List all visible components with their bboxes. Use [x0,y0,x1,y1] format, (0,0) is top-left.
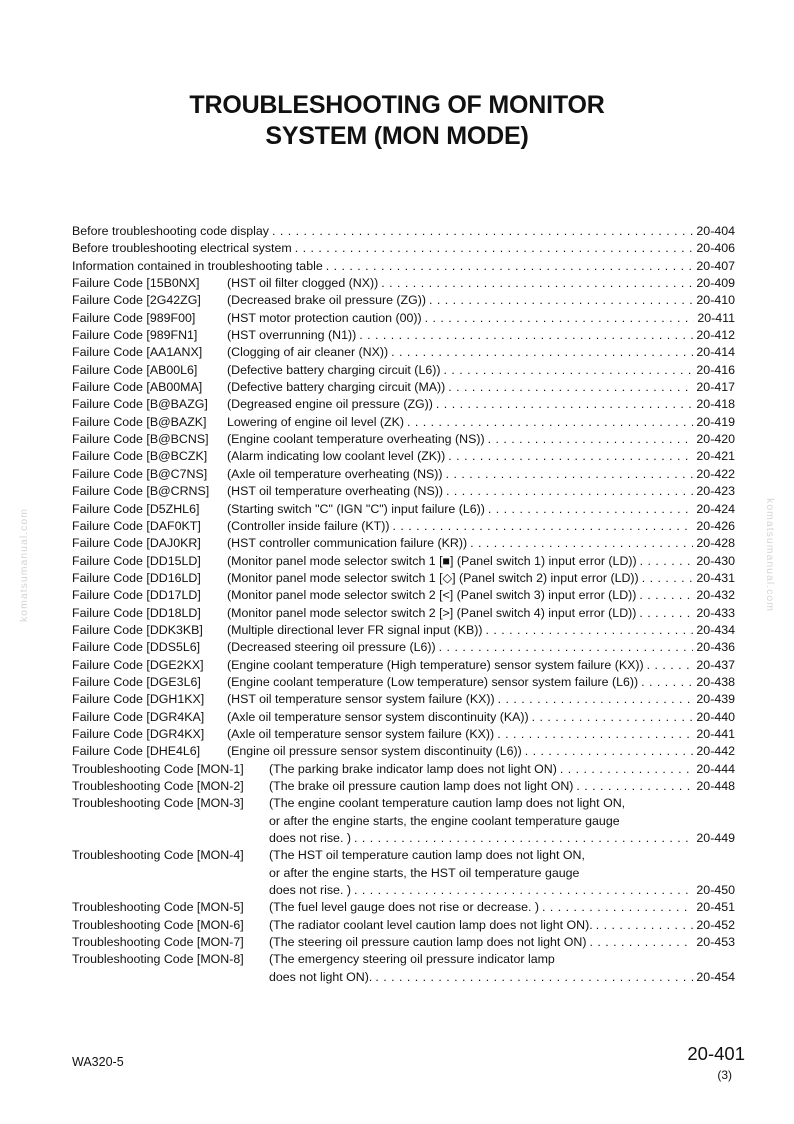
toc-entry-failure-code [72,344,735,361]
toc-entry-page: 20-438 [696,674,735,689]
failure-code: Failure Code [DGE2KX] [72,657,204,672]
toc-entry-description: (HST motor protection caution (00)) [227,310,422,325]
failure-code: Failure Code [2G42ZG] [72,293,201,308]
toc-entry-page: 20-436 [696,640,735,655]
troubleshooting-code: Troubleshooting Code [MON-4] [72,848,244,863]
toc-entry-description-group [227,362,735,379]
toc-entry-failure-code [72,396,735,413]
dot-leader [354,830,693,847]
failure-code: Failure Code [DD17LD] [72,588,201,603]
toc-entry-failure-code [72,622,735,639]
dot-leader [590,934,694,951]
toc-entry-page: 20-417 [696,380,735,395]
toc-entry-description-group [227,310,735,327]
toc-entry-page: 20-449 [696,831,735,846]
toc-entry-description-group [227,535,735,552]
toc-entry-description-group [227,379,735,396]
toc-entry-failure-code [72,483,735,500]
toc-entry-description-group [269,778,735,795]
failure-code: Failure Code [DHE4L6] [72,744,201,759]
failure-code: Failure Code [989FN1] [72,328,198,343]
toc-entry-description: (Monitor panel mode selector switch 2 [<] (Panel switch 3) input error (LD)) [227,588,637,603]
toc-entry-failure-code [72,292,735,309]
toc-entry-description: (Decreased steering oil pressure (L6)) [227,640,436,655]
failure-code: Failure Code [AA1ANX] [72,345,203,360]
toc-entry-troubleshooting-code [72,778,735,795]
toc-entry-description: (Engine coolant temperature overheating (NS)) [227,432,485,447]
failure-code: Failure Code [B@CRNS] [72,484,210,499]
toc-entry-description: (Engine oil pressure sensor system discontinuity (L6)) [227,744,522,759]
dot-leader [354,882,693,899]
toc-entry-failure-code [72,709,735,726]
toc-entry-failure-code [72,743,735,760]
toc-entry-page: 20-421 [696,449,735,464]
toc-entry-description-group [227,396,735,413]
toc-entry-page: 20-433 [696,605,735,620]
toc-entry-description: (The emergency steering oil pressure indicator lamp [269,952,555,967]
dot-leader [640,553,694,570]
toc-entry-failure-code [72,466,735,483]
toc-entry-description: (Defective battery charging circuit (L6)) [227,362,441,377]
toc-entry-failure-code [72,587,735,604]
toc-entry-description-group [227,344,735,361]
toc-entry-description-group [227,691,735,708]
toc-entry-description-group [269,847,735,864]
toc-entry-description-group [269,951,735,968]
toc-entry-description: (The fuel level gauge does not rise or decrease. ) [269,900,539,915]
failure-code: Failure Code [DD16LD] [72,570,201,585]
toc-entry-failure-code [72,310,735,327]
troubleshooting-code: Troubleshooting Code [MON-1] [72,761,244,776]
toc-entry-description: or after the engine starts, the HST oil temperature gauge [269,865,580,880]
failure-code: Failure Code [DGR4KX] [72,726,205,741]
failure-code: Failure Code [DAJ0KR] [72,536,201,551]
toc-entry-description-group [269,882,735,899]
toc-entry-description-group [269,969,735,986]
toc-entry-page: 20-453 [696,935,735,950]
toc-entry-troubleshooting-code [72,761,735,778]
toc-entry-description-group [227,726,735,743]
dot-leader [596,917,694,934]
toc-entry-troubleshooting-code [72,969,735,986]
dot-leader [446,483,693,500]
toc-entry-description-group [227,605,735,622]
troubleshooting-code: Troubleshooting Code [MON-3] [72,796,244,811]
failure-code: Failure Code [DD15LD] [72,553,201,568]
toc-entry-description-group [227,292,735,309]
toc-entry-troubleshooting-code [72,917,735,934]
toc-entry-description-group [227,431,735,448]
failure-code: Failure Code [DDS5L6] [72,640,201,655]
dot-leader [429,292,693,309]
dot-leader [381,275,693,292]
troubleshooting-code: Troubleshooting Code [MON-6] [72,917,244,932]
dot-leader [272,223,693,240]
toc-entry-description: does not light ON). [269,969,373,984]
dot-leader [326,258,694,275]
toc-entry-page: 20-448 [696,779,735,793]
toc-entry-description-group [227,327,735,344]
dot-leader [446,466,694,483]
dot-leader [488,501,694,518]
toc-entry-failure-code [72,379,735,396]
toc-entry-description: (Multiple directional lever FR signal input (KB)) [227,622,483,637]
failure-code: Failure Code [989F00] [72,310,196,325]
failure-code: Failure Code [DDK3KB] [72,622,203,637]
toc-entry-description-group [227,483,735,500]
dot-leader [560,761,694,778]
dot-leader [448,448,693,465]
toc-entry-label: Before troubleshooting electrical system [72,241,292,256]
failure-code: Failure Code [D5ZHL6] [72,501,200,516]
toc-entry-description-group [227,743,735,760]
model-number: WA320-5 [72,1055,124,1069]
dot-leader [443,362,693,379]
toc-entry-page: 20-406 [696,241,735,256]
dot-leader [407,414,693,431]
toc-entry-failure-code [72,639,735,656]
table-of-contents [72,223,735,986]
toc-entry-failure-code [72,691,735,708]
toc-entry-page: 20-404 [696,224,735,238]
toc-entry-description: (The engine coolant temperature caution lamp does not light ON, [269,796,626,811]
toc-entry-description-group [269,899,735,916]
troubleshooting-code: Troubleshooting Code [MON-8] [72,952,244,967]
failure-code: Failure Code [AB00MA] [72,380,203,395]
toc-entry-description: (Controller inside failure (KT)) [227,518,390,533]
dot-leader [642,570,694,587]
revision-number: (3) [717,1068,732,1082]
toc-entry-description: (Alarm indicating low coolant level (ZK)) [227,449,446,464]
toc-entry-page: 20-434 [696,622,735,637]
toc-entry-description: (HST oil temperature sensor system failure (KX)) [227,692,495,707]
toc-entry-description: (The parking brake indicator lamp does not light ON) [269,761,557,776]
toc-entry-description: does not rise. ) [269,831,351,846]
toc-entry-description-group [227,709,735,726]
toc-entry-description-group [72,240,735,257]
failure-code: Failure Code [B@BAZK] [72,414,207,429]
toc-entry-failure-code [72,605,735,622]
toc-entry-description: does not rise. ) [269,883,351,898]
toc-entry-page: 20-431 [696,570,735,585]
failure-code: Failure Code [B@BAZG] [72,397,208,412]
toc-entry-failure-code [72,518,735,535]
dot-leader [485,622,693,639]
dot-leader [448,379,693,396]
toc-entry-page: 20-428 [696,536,735,551]
toc-entry-description-group [227,501,735,518]
dot-leader [488,431,694,448]
failure-code: Failure Code [DD18LD] [72,605,201,620]
failure-code: Failure Code [DAF0KT] [72,518,201,533]
toc-entry-page: 20-422 [696,466,735,481]
toc-entry-description-group [227,553,735,570]
toc-entry-description: (Clogging of air cleaner (NX)) [227,345,389,360]
toc-entry-description-group [227,275,735,292]
indent-spacer [72,882,269,899]
toc-entry-page: 20-416 [696,362,735,377]
toc-entry-description: (The radiator coolant level caution lamp does not light ON). [269,917,593,932]
dot-leader [639,605,693,622]
dot-leader [525,743,694,760]
toc-entry-troubleshooting-code [72,795,735,812]
toc-entry-description: (HST controller communication failure (KR)) [227,536,468,551]
toc-entry-failure-code [72,414,735,431]
toc-entry-description: (Monitor panel mode selector switch 1 [◇] (Panel switch 2) input error (LD)) [227,570,639,585]
toc-entry-page: 20-454 [696,969,735,984]
toc-entry-failure-code [72,501,735,518]
dot-leader [497,726,693,743]
toc-entry-description: (Monitor panel mode selector switch 1 [■] (Panel switch 1) input error (LD)) [227,553,637,568]
toc-entry-description: (Monitor panel mode selector switch 2 [>] (Panel switch 4) input error (LD)) [227,605,637,620]
failure-code: Failure Code [B@BCNS] [72,432,209,447]
toc-entry-description: (HST overrunning (N1)) [227,328,357,343]
toc-entry-description-group [227,570,735,587]
toc-entry-failure-code [72,275,735,292]
toc-entry-description: (The brake oil pressure caution lamp does not light ON) [269,779,574,793]
toc-entry-description-group [269,934,735,951]
toc-entry-page: 20-411 [697,310,735,325]
dot-leader [542,899,693,916]
page-title [0,90,794,152]
toc-entry-description-group [269,795,735,812]
toc-entry-failure-code [72,327,735,344]
toc-entry-description: or after the engine starts, the engine coolant temperature gauge [269,813,620,828]
dot-leader [375,969,693,986]
toc-entry-description: (HST oil filter clogged (NX)) [227,276,379,291]
toc-entry-page: 20-424 [696,501,735,516]
toc-entry-troubleshooting-code [72,847,735,864]
troubleshooting-code: Troubleshooting Code [MON-5] [72,900,244,915]
dot-leader [470,535,693,552]
dot-leader [576,778,693,795]
indent-spacer [72,969,269,986]
toc-entry-failure-code [72,431,735,448]
toc-entry-description-group [72,223,735,240]
dot-leader [425,310,695,327]
toc-entry-description-group [227,414,735,431]
dot-leader [532,709,694,726]
toc-entry [72,223,735,240]
toc-entry-page: 20-423 [696,484,735,499]
toc-entry-description: (Axle oil temperature overheating (NS)) [227,466,443,481]
toc-entry-page: 20-409 [696,276,735,291]
toc-entry-failure-code [72,448,735,465]
dot-leader [439,639,694,656]
toc-entry-description-group [227,674,735,691]
toc-entry-label: Information contained in troubleshooting table [72,258,323,273]
failure-code: Failure Code [DGH1KX] [72,692,205,707]
toc-entry-page: 20-410 [696,293,735,308]
toc-entry-description: (Axle oil temperature sensor system failure (KX)) [227,726,495,741]
toc-entry-description: (Engine coolant temperature (Low temperature) sensor system failure (L6)) [227,674,639,689]
toc-entry-description-group [269,865,735,882]
troubleshooting-code: Troubleshooting Code [MON-7] [72,935,244,950]
toc-entry-failure-code [72,674,735,691]
toc-entry-troubleshooting-code [72,865,735,882]
toc-entry-label: Before troubleshooting code display [72,224,270,238]
dot-leader [436,396,693,413]
toc-entry-description-group [227,657,735,674]
toc-entry-failure-code [72,570,735,587]
toc-entry-troubleshooting-code [72,813,735,830]
toc-entry-description: (HST oil temperature overheating (NS)) [227,484,444,499]
watermark-left: komatsumanual.com [18,508,30,622]
toc-entry-page: 20-412 [696,328,735,343]
toc-entry-page: 20-451 [696,900,735,915]
indent-spacer [72,813,269,830]
toc-entry-page: 20-439 [696,692,735,707]
toc-entry-page: 20-437 [696,657,735,672]
toc-entry-description-group [227,587,735,604]
troubleshooting-code: Troubleshooting Code [MON-2] [72,779,244,793]
dot-leader [498,691,694,708]
dot-leader [391,344,693,361]
dot-leader [639,587,693,604]
toc-entry-description-group [227,448,735,465]
toc-entry-description: (Engine coolant temperature (High temperature) sensor system failure (KX)) [227,657,644,672]
toc-entry-failure-code [72,362,735,379]
toc-entry-page: 20-444 [696,761,735,776]
page-title-line-1: TROUBLESHOOTING OF MONITOR [189,91,605,119]
failure-code: Failure Code [AB00L6] [72,362,198,377]
failure-code: Failure Code [DGR4KA] [72,709,205,724]
toc-entry-troubleshooting-code [72,830,735,847]
toc-entry-page: 20-420 [696,432,735,447]
toc-entry-description: (Degreased engine oil pressure (ZG)) [227,397,433,412]
toc-entry-description: (The steering oil pressure caution lamp does not light ON) [269,935,587,950]
toc-entry [72,258,735,275]
toc-entry-troubleshooting-code [72,951,735,968]
toc-entry-page: 20-442 [696,744,735,759]
toc-entry-description-group [72,258,735,275]
toc-entry-page: 20-418 [696,397,735,412]
toc-entry-description: (Starting switch "C" (IGN "C") input failure (L6)) [227,501,485,516]
failure-code: Failure Code [B@C7NS] [72,466,208,481]
toc-entry-description: (Decreased brake oil pressure (ZG)) [227,293,427,308]
indent-spacer [72,865,269,882]
dot-leader [359,327,693,344]
dot-leader [295,240,694,257]
toc-entry-description-group [227,466,735,483]
toc-entry-failure-code [72,553,735,570]
toc-entry-failure-code [72,535,735,552]
toc-entry-troubleshooting-code [72,899,735,916]
toc-entry-description: (Axle oil temperature sensor system discontinuity (KA)) [227,709,529,724]
failure-code: Failure Code [15B0NX] [72,276,200,291]
toc-entry-description: (The HST oil temperature caution lamp does not light ON, [269,848,585,863]
toc-entry-description-group [227,622,735,639]
page-title-line-2: SYSTEM (MON MODE) [265,122,529,150]
toc-entry-page: 20-414 [696,345,735,360]
watermark-right: komatsumanual.com [764,498,776,612]
page-number: 20-401 [687,1043,745,1064]
toc-entry-page: 20-430 [696,553,735,568]
toc-entry-page: 20-440 [696,709,735,724]
toc-entry-page: 20-407 [696,258,735,273]
toc-entry-description-group [227,639,735,656]
toc-entry-failure-code [72,726,735,743]
toc-entry [72,240,735,257]
toc-entry-page: 20-441 [696,726,735,741]
toc-entry-troubleshooting-code [72,882,735,899]
toc-entry-description: Lowering of engine oil level (ZK) [227,414,405,429]
toc-entry-page: 20-452 [696,917,735,932]
toc-entry-description: (Defective battery charging circuit (MA)) [227,380,446,395]
toc-entry-page: 20-450 [696,883,735,898]
toc-entry-description-group [269,917,735,934]
dot-leader [647,657,694,674]
toc-entry-page: 20-419 [696,414,735,429]
indent-spacer [72,830,269,847]
failure-code: Failure Code [B@BCZK] [72,449,208,464]
toc-entry-description-group [269,830,735,847]
toc-entry-description-group [269,813,735,830]
toc-entry-description-group [227,518,735,535]
toc-entry-troubleshooting-code [72,934,735,951]
failure-code: Failure Code [DGE3L6] [72,674,201,689]
toc-entry-description-group [269,761,735,778]
dot-leader [641,674,693,691]
toc-entry-page: 20-432 [696,588,735,603]
toc-entry-page: 20-426 [696,518,735,533]
toc-entry-failure-code [72,657,735,674]
dot-leader [393,518,694,535]
